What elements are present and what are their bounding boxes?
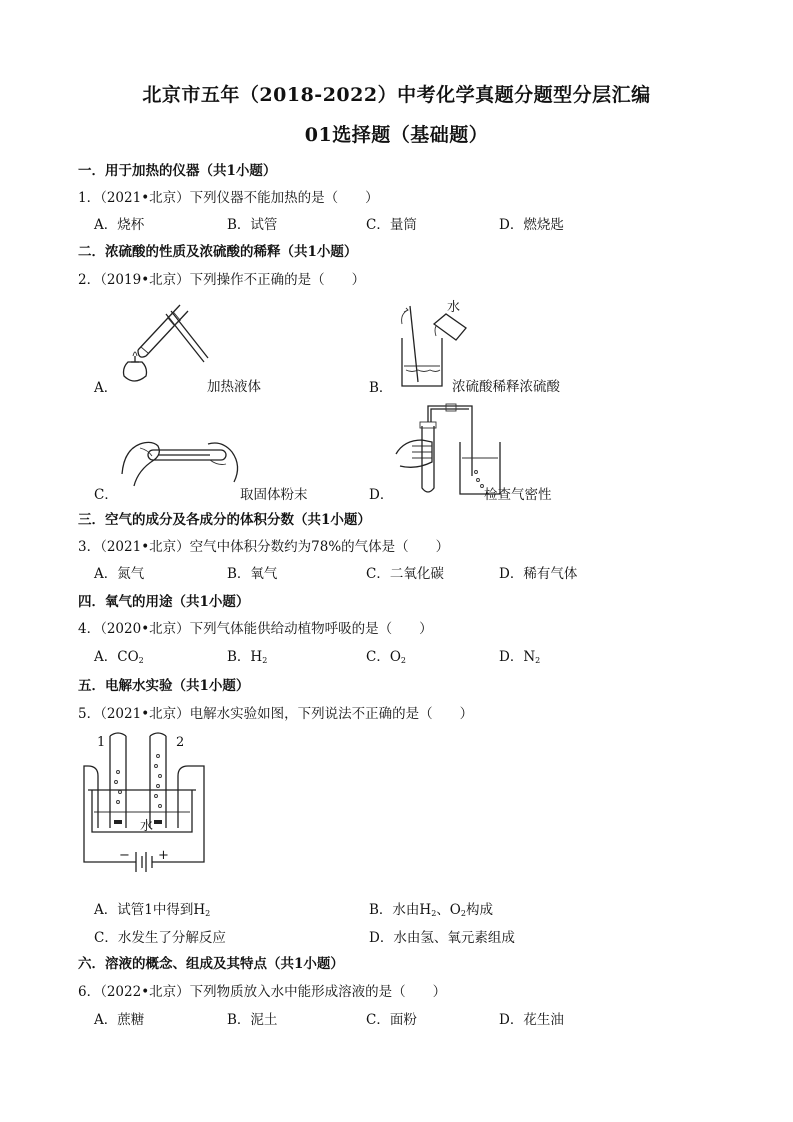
section-heading-6: 六．溶液的概念、组成及其特点（共1小题） — [78, 956, 344, 972]
section-heading-3: 三．空气的成分及各成分的体积分数（共1小题） — [78, 512, 371, 528]
q6-option-b: B．泥土 — [227, 1012, 278, 1028]
question-6: 6．（2022•北京）下列物质放入水中能形成溶液的是（ ） — [78, 984, 447, 1000]
q2-figure-d-letter: D． — [369, 487, 394, 503]
question-2: 2．（2019•北京）下列操作不正确的是（ ） — [78, 272, 366, 288]
positive-terminal-label: + — [158, 848, 169, 863]
page-subtitle: 01选择题（基础题） — [304, 124, 489, 146]
q4-option-a: A．$CO_2$ — [94, 649, 144, 665]
q5-option-b: B．水由$H_2$、$O_2$构成 — [369, 902, 493, 918]
figure-electrolysis — [80, 732, 210, 882]
q2-figure-b-water-label: 水 — [447, 300, 461, 315]
q2-figure-d-caption: 检查气密性 — [484, 487, 552, 503]
q3-option-a: A．氮气 — [94, 566, 145, 582]
q1-option-c: C．量筒 — [366, 217, 417, 233]
section-heading-5: 五．电解水实验（共1小题） — [78, 678, 250, 694]
q4-option-b: B．$H_2$ — [227, 649, 268, 665]
q2-figure-b-caption: 浓硫酸稀释浓硫酸 — [452, 379, 560, 395]
q1-option-a: A．烧杯 — [94, 217, 145, 233]
q5-option-d: D．水由氢、氧元素组成 — [369, 930, 515, 946]
q2-figure-a-caption: 加热液体 — [207, 379, 261, 395]
question-1: 1．（2021•北京）下列仪器不能加热的是（ ） — [78, 190, 379, 206]
q4-option-d: D．$N_2$ — [499, 649, 541, 665]
question-3: 3．（2021•北京）空气中体积分数约为78%的气体是（ ） — [78, 539, 450, 555]
q2-figure-a-letter: A． — [94, 380, 118, 396]
q3-option-b: B．氧气 — [227, 566, 278, 582]
q3-option-c: C．二氧化碳 — [366, 566, 444, 582]
q5-option-a: A．试管1中得到$H_2$ — [94, 902, 211, 918]
q6-option-d: D．花生油 — [499, 1012, 564, 1028]
tube-2-label: 2 — [176, 735, 185, 750]
q3-option-d: D．稀有气体 — [499, 566, 578, 582]
q1-option-d: D．燃烧匙 — [499, 217, 564, 233]
page-title: 北京市五年（2018-2022）中考化学真题分题型分层汇编 — [142, 84, 651, 106]
section-heading-1: 一．用于加热的仪器（共1小题） — [78, 163, 277, 179]
question-5: 5．（2021•北京）电解水实验如图，下列说法不正确的是（ ） — [78, 706, 474, 722]
q4-option-c: C．$O_2$ — [366, 649, 406, 665]
q2-figure-b-letter: B． — [369, 380, 393, 396]
section-heading-4: 四．氧气的用途（共1小题） — [78, 594, 250, 610]
negative-terminal-label: − — [119, 848, 130, 863]
figure-heating-liquid — [108, 300, 218, 390]
q5-option-c: C．水发生了分解反应 — [94, 930, 226, 946]
q2-figure-c-caption: 取固体粉末 — [240, 487, 308, 503]
q1-option-b: B．试管 — [227, 217, 278, 233]
q6-option-c: C．面粉 — [366, 1012, 417, 1028]
tube-1-label: 1 — [97, 735, 106, 750]
q6-option-a: A．蔗糖 — [94, 1012, 145, 1028]
water-label: 水 — [140, 819, 154, 834]
q2-figure-c-letter: C． — [94, 487, 118, 503]
question-4: 4．（2020•北京）下列气体能供给动植物呼吸的是（ ） — [78, 621, 433, 637]
figure-take-powder — [118, 430, 248, 490]
section-heading-2: 二．浓硫酸的性质及浓硫酸的稀释（共1小题） — [78, 244, 358, 260]
